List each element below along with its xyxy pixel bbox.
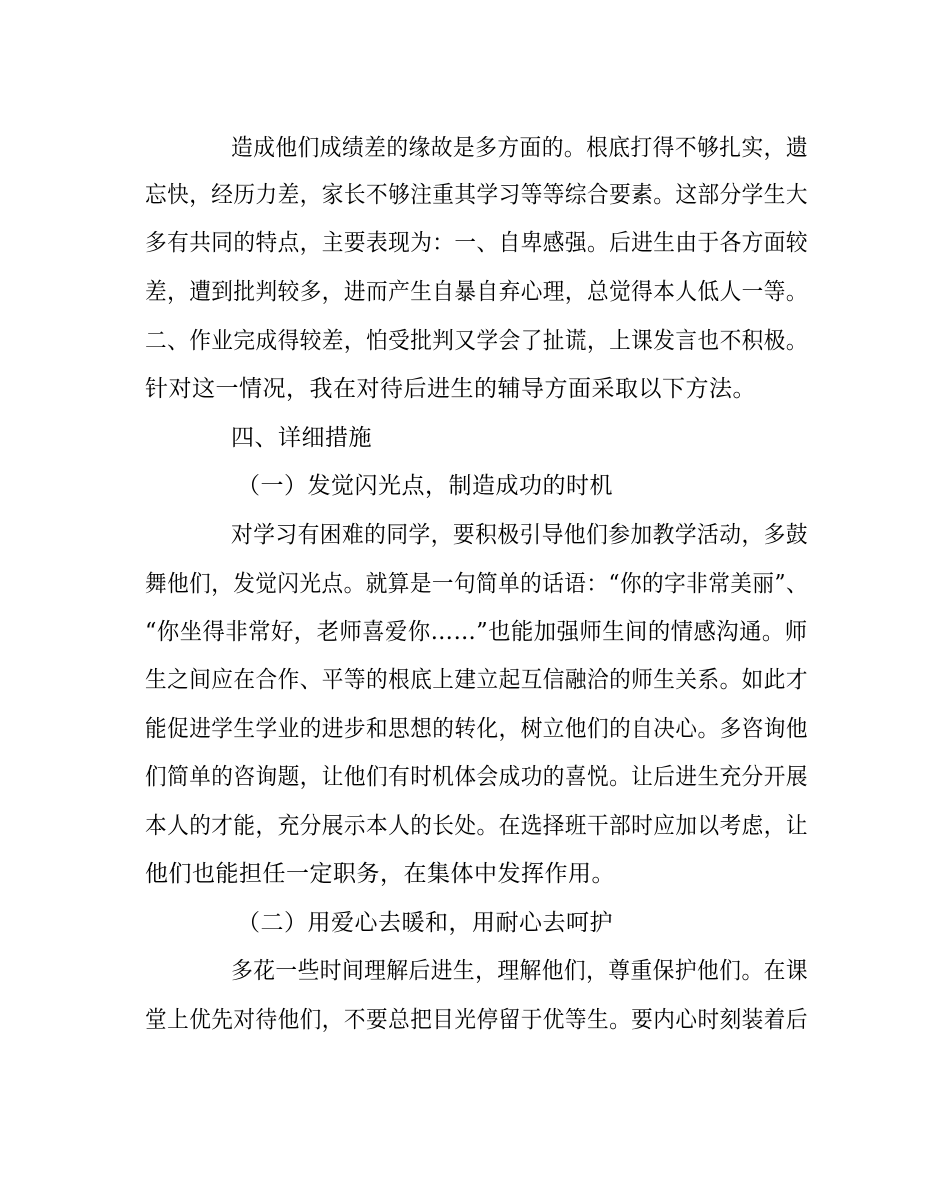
paragraph-line: 造成他们成绩差的缘故是多方面的。根底打得不够扎实，遗	[231, 135, 809, 161]
paragraph-line: 差，遭到批判较多，进而产生自暴自弃心理，总觉得本人低人一等。	[145, 279, 808, 305]
paragraph-line: 舞他们，发觉闪光点。就算是一句简单的话语：“你的字非常美丽”、	[145, 571, 809, 597]
paragraph-line: “你坐得非常好，老师喜爱你……”也能加强师生间的情感沟通。师	[145, 619, 808, 645]
paragraph-line: 二、作业完成得较差，怕受批判又学会了扯谎，上课发言也不积极。	[145, 328, 808, 354]
section-heading: 四、详细措施	[231, 425, 372, 451]
paragraph-line: 多花一些时间理解后进生，理解他们，尊重保护他们。在课	[231, 958, 809, 984]
paragraph-line: 本人的才能，充分展示本人的长处。在选择班干部时应加以考虑，让	[145, 813, 808, 839]
subsection-heading: （二）用爱心去暖和，用耐心去呵护	[237, 910, 613, 936]
paragraph-line: 对学习有困难的同学，要积极引导他们参加教学活动，多鼓	[231, 522, 809, 548]
subsection-heading: （一）发觉闪光点，制造成功的时机	[237, 473, 613, 499]
paragraph-line: 针对这一情况，我在对待后进生的辅导方面采取以下方法。	[145, 376, 756, 402]
paragraph-line: 忘快，经历力差，家长不够注重其学习等等综合要素。这部分学生大	[145, 182, 808, 208]
paragraph-line: 他们也能担任一定职务，在集体中发挥作用。	[145, 861, 615, 887]
paragraph-line: 多有共同的特点，主要表现为：一、自卑感强。后进生由于各方面较	[145, 230, 808, 256]
paragraph-line: 们简单的咨询题，让他们有时机体会成功的喜悦。让后进生充分开展	[145, 764, 808, 790]
paragraph-line: 生之间应在合作、平等的根底上建立起互信融洽的师生关系。如此才	[145, 667, 808, 693]
paragraph-line: 堂上优先对待他们，不要总把目光停留于优等生。要内心时刻装着后	[145, 1007, 808, 1033]
paragraph-line: 能促进学生学业的进步和思想的转化，树立他们的自决心。多咨询他	[145, 716, 808, 742]
